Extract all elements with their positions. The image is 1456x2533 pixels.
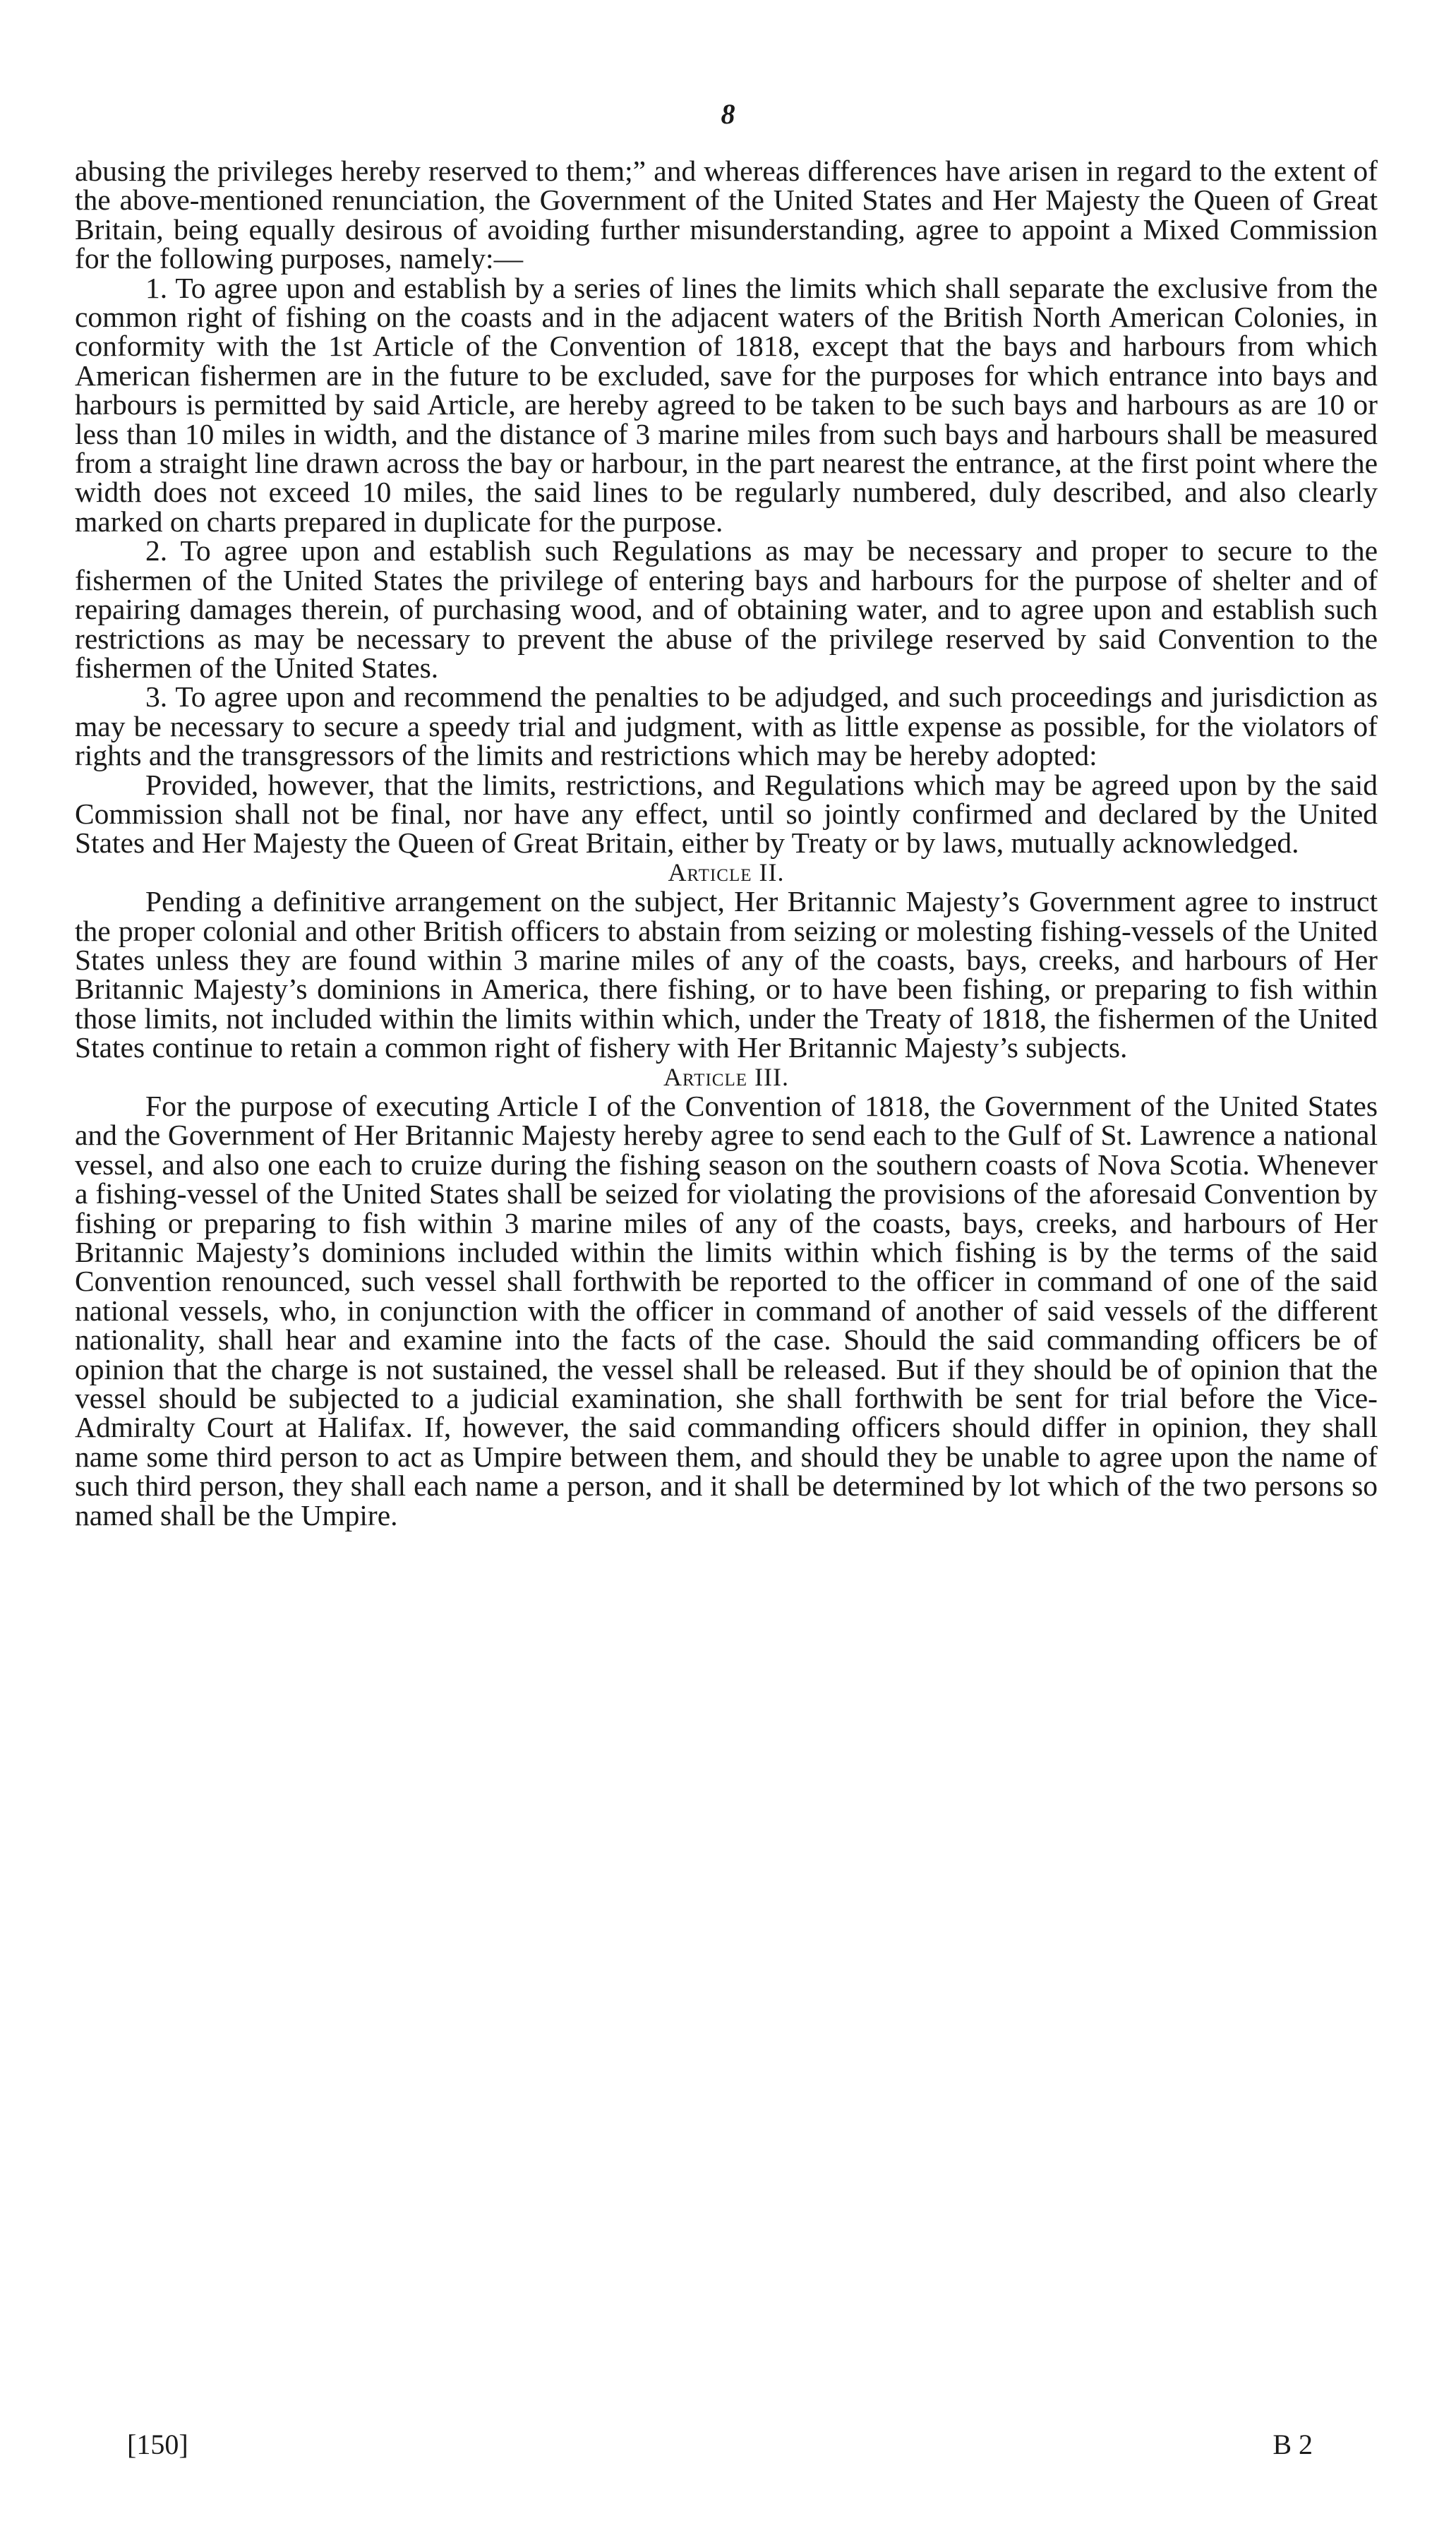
article-3-heading: Article III. [663, 1062, 789, 1091]
page-footer [127, 2428, 1313, 2461]
proviso-paragraph: Provided, however, that the limits, restrictions, and Regulations which may be agreed upon by the said Commission shall not be final, nor have any effect, until so jointly confirmed and declared by the United States and Her Majesty the Queen of Great Britain, either by Treaty or by laws, mutually acknowledged. [75, 768, 1378, 860]
article-2-paragraph: Pending a definitive arrangement on the subject, Her Britannic Majesty’s Government agree to instruct the proper colonial and other British officers to abstain from seizing or molesting fishing-vessels of the United States unless they are found within 3 marine miles of any of the coasts, bays, creeks, and harbours of Her Britannic Majesty’s dominions in America, there fishing, or to have been fishing, or preparing to fish within those limits, not included within the limits within which, under the Treaty of 1818, the fishermen of the United States continue to retain a common right of fishery with Her Britannic Majesty’s subjects. [75, 885, 1378, 1064]
page-number: 8 [721, 98, 735, 130]
footer-print-number: [150] [127, 2429, 188, 2460]
item-2-paragraph: 2. To agree upon and establish such Regulations as may be necessary and proper to secure to the fishermen of the United States the privilege of entering bays and harbours for the purpose of shelter and of repairing damages therein, of purchasing wood, and of obtaining water, and to agree upon and establish such restrictions as may be necessary to prevent the abuse of the privilege reserved by said Convention to the fishermen of the United States. [75, 534, 1378, 684]
document-body [75, 157, 1378, 1530]
item-3-paragraph: 3. To agree upon and recommend the penalties to be adjudged, and such proceedings and jurisdiction as may be necessary to secure a speedy trial and judgment, with as little expense as possible, for the violators of rights and the transgressors of the limits and restrictions which may be hereby adopted: [75, 680, 1378, 772]
article-2-heading: Article II. [668, 858, 785, 886]
continuation-paragraph: abusing the privileges hereby reserved to them;” and whereas differences have arisen in regard to the extent of the above-mentioned renunciation, the Government of the United States and Her Majesty the Queen of Great Britain, being equally desirous of avoiding further misunderstanding, agree to appoint a Mixed Commission for the following purposes, namely:— [75, 155, 1378, 275]
article-3-paragraph: For the purpose of executing Article I of the Convention of 1818, the Government of the United States and the Government of Her Britannic Majesty hereby agree to send each to the Gulf of St. Lawrence a national vessel, and also one each to cruize during the fishing season on the southern coasts of Nova Scotia. Whenever a fishing-vessel of the United States shall be seized for violating the provisions of the aforesaid Convention by fishing or preparing to fish within 3 marine miles of any of the coasts, bays, creeks, and harbours of Her Britannic Majesty’s dominions included within the limits within which fishing is by the terms of the said Convention renounced, such vessel shall forthwith be reported to the officer in command of one of the said national vessels, who, in conjunction with the officer in command of another of said vessels of the different nationality, shall hear and examine into the facts of the case. Should the said commanding officers be of opinion that the charge is not sustained, the vessel shall be released. But if they should be of opinion that the vessel should be subjected to a judicial examination, she shall forthwith be sent for trial before the Vice-Admiralty Court at Halifax. If, however, the said commanding officers should differ in opinion, they shall name some third person to act as Umpire between them, and should they be unable to agree upon the name of such third person, they shall each name a person, and it shall be determined by lot which of the two persons so named shall be the Umpire. [75, 1090, 1378, 1532]
footer-signature-mark: B 2 [1273, 2429, 1313, 2460]
item-1-paragraph: 1. To agree upon and establish by a series of lines the limits which shall separate the exclusive from the common right of fishing on the coasts and in the adjacent waters of the British North American Colonies, in conformity with the 1st Article of the Convention of 1818, except that the bays and harbours from which American fishermen are in the future to be excluded, save for the purposes for which entrance into bays and harbours is permitted by said Article, are hereby agreed to be taken to be such bays and harbours as are 10 or less than 10 miles in width, and the distance of 3 marine miles from such bays and harbours shall be measured from a straight line drawn across the bay or harbour, in the part nearest the entrance, at the first point where the width does not exceed 10 miles, the said lines to be regularly numbered, duly described, and also clearly marked on charts prepared in duplicate for the purpose. [75, 271, 1378, 538]
